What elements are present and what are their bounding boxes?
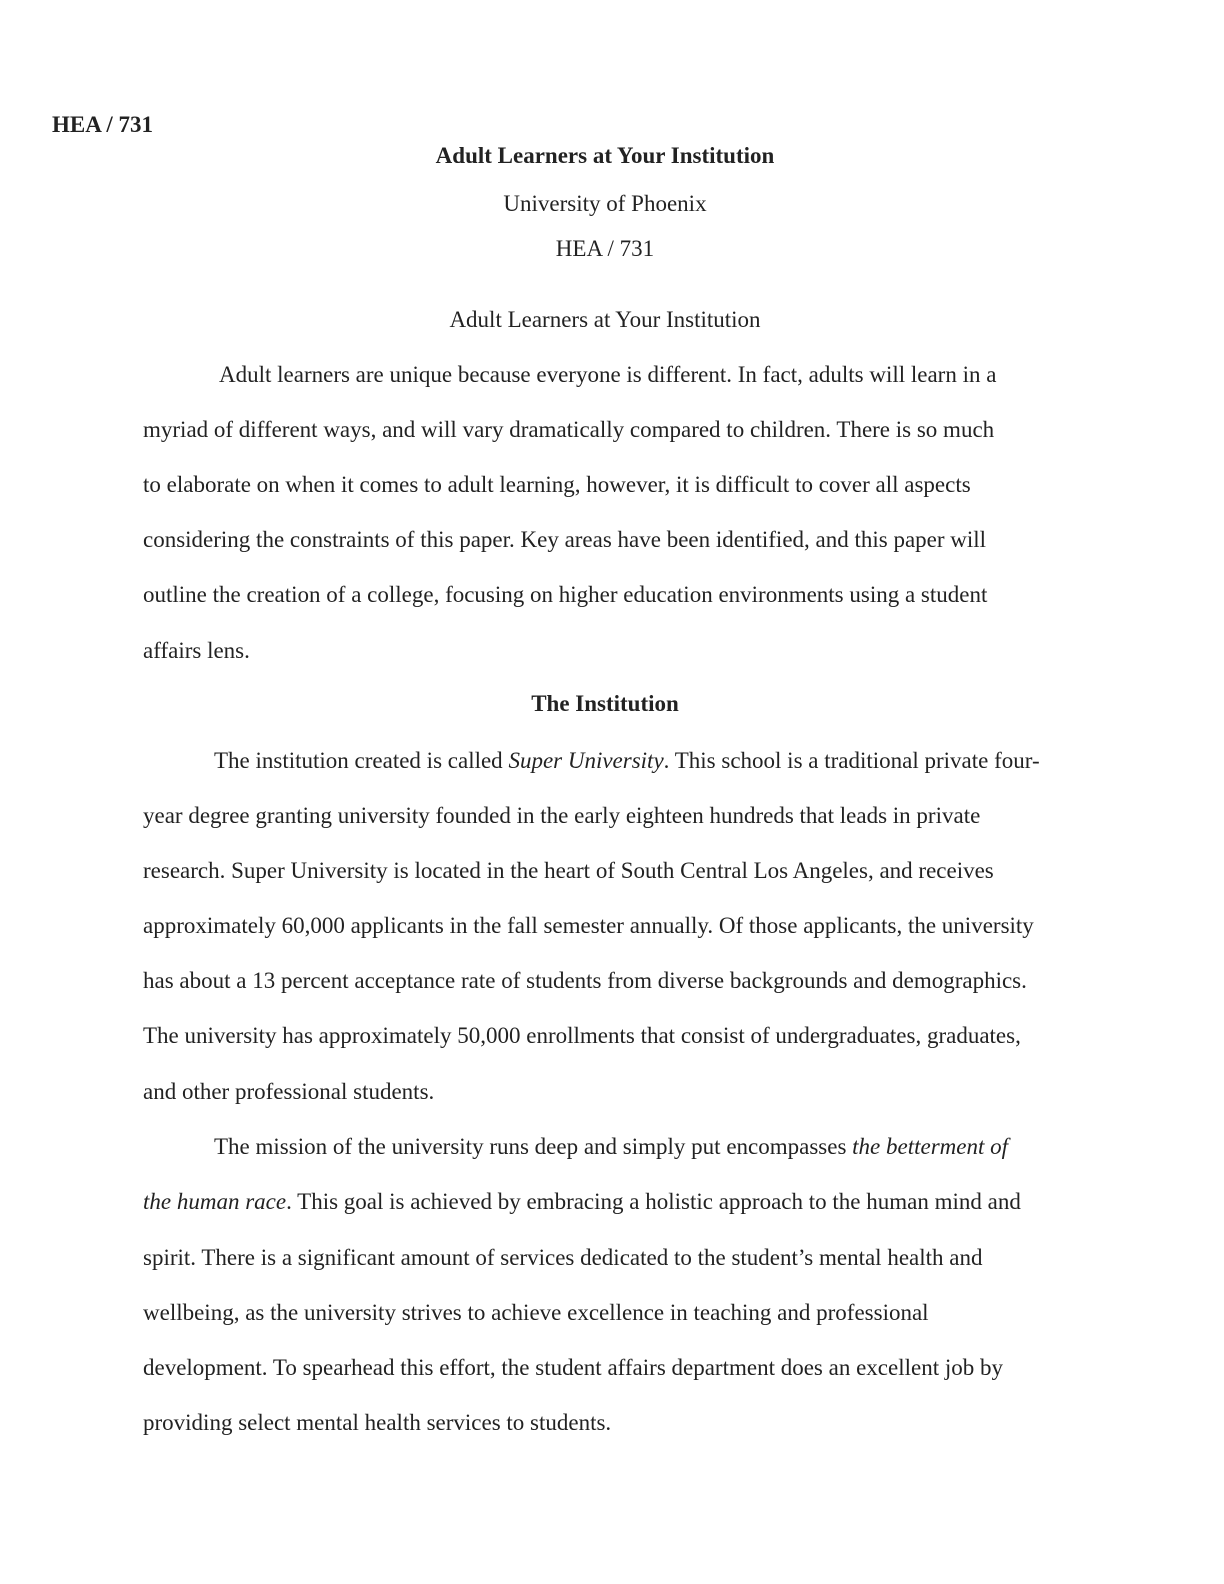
university-name-italic: Super University (508, 748, 664, 773)
course-code: HEA / 731 (555, 236, 655, 261)
paragraph-line: to elaborate on when it comes to adult learning, however, it is difficult to cover all aspects (143, 472, 971, 497)
paragraph-line: approximately 60,000 applicants in the fall semester annually. Of those applicants, the university (143, 913, 1034, 938)
running-head: HEA / 731 (52, 112, 153, 137)
university-name: University of Phoenix (503, 191, 707, 216)
text-run: The institution created is called (214, 748, 509, 773)
paragraph-line: spirit. There is a significant amount of services dedicated to the student’s mental health and (143, 1245, 983, 1270)
paragraph-line: providing select mental health services to students. (143, 1410, 612, 1435)
text-run: . This school is a traditional private four- (663, 748, 1040, 773)
paper-title: Adult Learners at Your Institution (449, 307, 761, 332)
paragraph-line: The university has approximately 50,000 enrollments that consist of undergraduates, graduates, (143, 1023, 1021, 1048)
paragraph-line: research. Super University is located in the heart of South Central Los Angeles, and receives (143, 858, 994, 883)
text-run: . This goal is achieved by embracing a holistic approach to the human mind and (286, 1189, 1021, 1214)
paragraph-line (143, 1187, 1021, 1217)
mission-italic: the human race (143, 1189, 287, 1214)
paragraph-line: and other professional students. (143, 1079, 435, 1104)
paragraph-line: outline the creation of a college, focusing on higher education environments using a student (143, 582, 988, 607)
paragraph-line: considering the constraints of this paper. Key areas have been identified, and this paper will (143, 527, 987, 552)
text-run: The mission of the university runs deep and simply put encompasses (214, 1134, 853, 1159)
paragraph-line: wellbeing, as the university strives to achieve excellence in teaching and professional (143, 1300, 929, 1325)
mission-italic: the betterment of (852, 1134, 1009, 1159)
paragraph-line: has about a 13 percent acceptance rate of students from diverse backgrounds and demographics. (143, 968, 1027, 993)
section-heading: The Institution (531, 691, 679, 716)
paragraph-line: development. To spearhead this effort, the student affairs department does an excellent job by (143, 1355, 1003, 1380)
document-title: Adult Learners at Your Institution (435, 143, 775, 168)
paragraph-line: myriad of different ways, and will vary dramatically compared to children. There is so much (143, 417, 995, 442)
paragraph-line: Adult learners are unique because everyone is different. In fact, adults will learn in a (219, 362, 997, 387)
paragraph-line: affairs lens. (143, 638, 250, 663)
paragraph-line: year degree granting university founded in the early eighteen hundreds that leads in private (143, 803, 981, 828)
paragraph-line (214, 746, 1040, 776)
paragraph-line (214, 1132, 1008, 1162)
